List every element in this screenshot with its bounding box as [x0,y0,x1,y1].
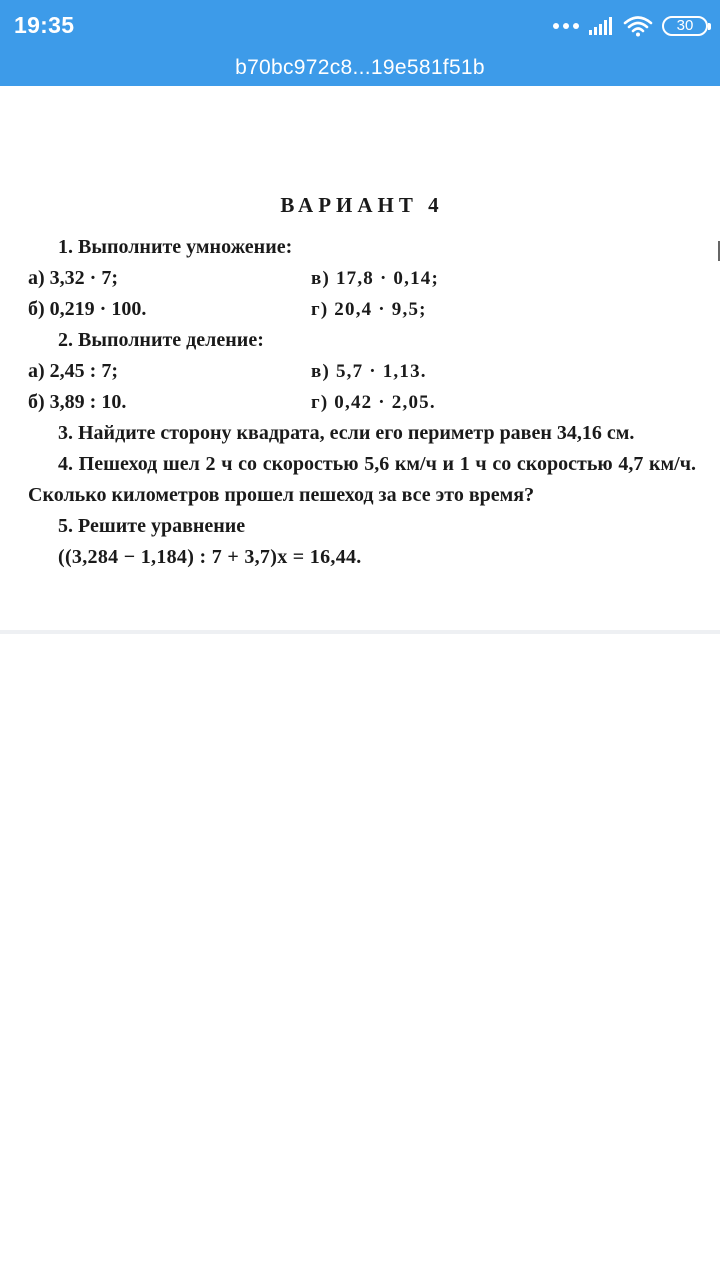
wifi-icon [623,15,653,37]
task-2-title: 2. Выполните деление: [58,329,264,351]
top-app-bar [0,0,720,86]
document-title: b70bc972c8...19e581f51b [235,56,485,79]
task-1-row-2 [28,294,696,325]
task-2-row-1 [28,356,696,387]
variant-heading: ВАРИАНТ 4 [280,193,444,217]
task-4: 4. Пешеход шел 2 ч со скоростью 5,6 км/ч и 1 ч со скоростью 4,7 км/ч. Сколько километров прошел пешеход за все это время? [28,453,696,506]
document-content [28,190,696,573]
task-1-a: а) 3,32 · 7; [28,267,118,289]
task-5-title: 5. Решите уравнение [58,515,246,537]
task-2-g: г) 0,42 · 2,05. [311,392,436,413]
task-2-v: в) 5,7 · 1,13. [311,361,427,382]
task-5-equation: ((3,284 − 1,184) : 7 + 3,7)x = 16,44. [58,546,362,568]
signal-icon [588,16,614,36]
task-1-v: в) 17,8 · 0,14; [311,268,440,289]
status-icons [553,14,708,38]
task-3: 3. Найдите сторону квадрата, если его периметр равен 34,16 см. [58,422,635,444]
task-1-row-1 [28,263,696,294]
task-2-a: а) 2,45 : 7; [28,360,118,382]
task-1-g: г) 20,4 · 9,5; [311,299,427,320]
task-1-b: б) 0,219 · 100. [28,298,147,320]
task-2-row-2 [28,387,696,418]
battery-icon: 30 [662,16,708,36]
more-dots-icon [553,23,579,29]
task-1-title: 1. Выполните умножение: [58,236,293,258]
status-time: 19:35 [14,12,75,38]
task-2-b: б) 3,89 : 10. [28,391,127,413]
